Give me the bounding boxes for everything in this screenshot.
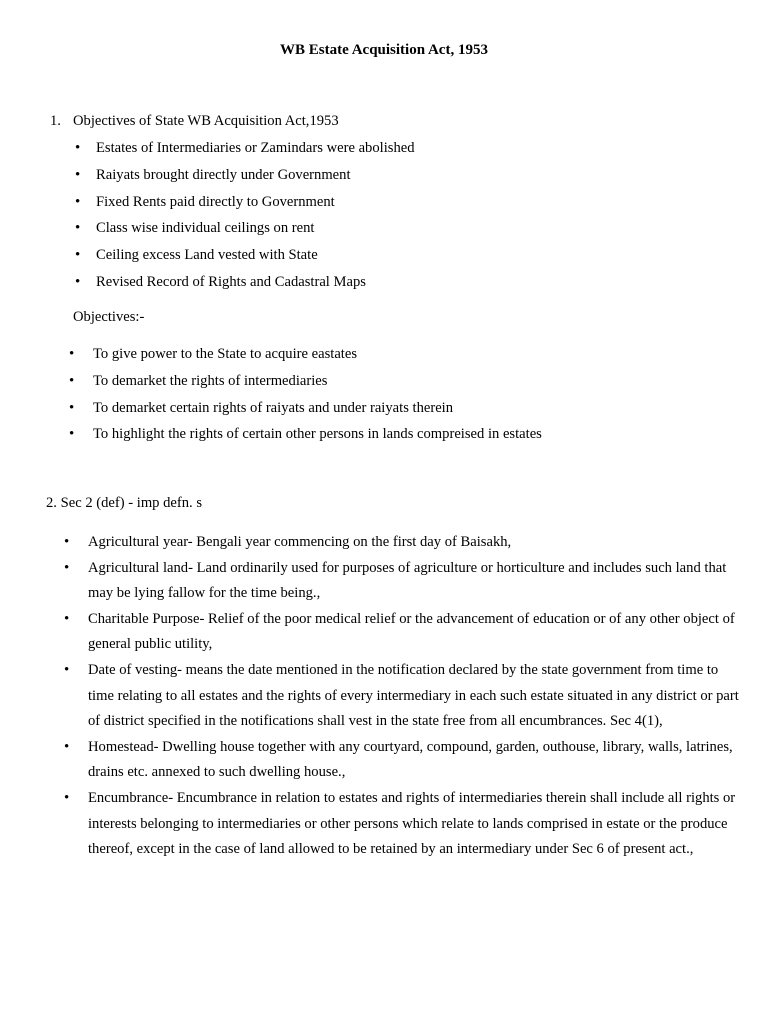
list-item: • Raiyats brought directly under Government (0, 165, 415, 192)
section-1-heading (50, 113, 339, 130)
list-item: • Date of vesting- means the date mentioned in the notification declared by the state government from time to time relating to all estates and the rights of every intermediary in each such estate situated in any district or part of district specified in the notifications shall vest in the state free from all encumbrances. Sec 4(1), (0, 658, 740, 735)
list-item: • To highlight the rights of certain other persons in lands compreised in estates (0, 424, 542, 451)
list-item: • Estates of Intermediaries or Zamindars were abolished (0, 138, 415, 165)
definitions-list (0, 530, 740, 863)
objectives-list (0, 344, 542, 451)
list-item: • Agricultural land- Land ordinarily used for purposes of agriculture or horticulture and includes such land that may be lying fallow for the time being., (0, 556, 740, 607)
list-item: • Charitable Purpose- Relief of the poor medical relief or the advancement of education or of any other object of general public utility, (0, 607, 740, 658)
list-item: • Agricultural year- Bengali year commencing on the first day of Baisakh, (0, 530, 740, 556)
objectives-heading: Objectives:- (73, 309, 145, 325)
list-item: • To demarket certain rights of raiyats and under raiyats therein (0, 398, 542, 425)
list-item: • To give power to the State to acquire eastates (0, 344, 542, 371)
list-item: • Encumbrance- Encumbrance in relation to estates and rights of intermediaries therein shall include all rights or interests belonging to intermediaries or other persons which relate to lands comprised in estate or the produce thereof, except in the case of land allowed to be retained by an intermediary under Sec 6 of present act., (0, 786, 740, 863)
list-item: • To demarket the rights of intermediaries (0, 371, 542, 398)
list-item: • Ceiling excess Land vested with State (0, 245, 415, 272)
list-item: • Fixed Rents paid directly to Government (0, 192, 415, 219)
list-item: • Class wise individual ceilings on rent (0, 218, 415, 245)
document-title: WB Estate Acquisition Act, 1953 (280, 42, 488, 58)
list-item: • Homestead- Dwelling house together with any courtyard, compound, garden, outhouse, library, walls, latrines, drains etc. annexed to such dwelling house., (0, 735, 740, 786)
section-1-number: 1. (50, 113, 61, 129)
section-1-bullet-list (0, 138, 415, 299)
section-2-heading: 2. Sec 2 (def) - imp defn. s (46, 495, 203, 511)
section-1-heading-text: Objectives of State WB Acquisition Act,1953 (73, 113, 339, 129)
list-item: • Revised Record of Rights and Cadastral Maps (0, 272, 415, 299)
